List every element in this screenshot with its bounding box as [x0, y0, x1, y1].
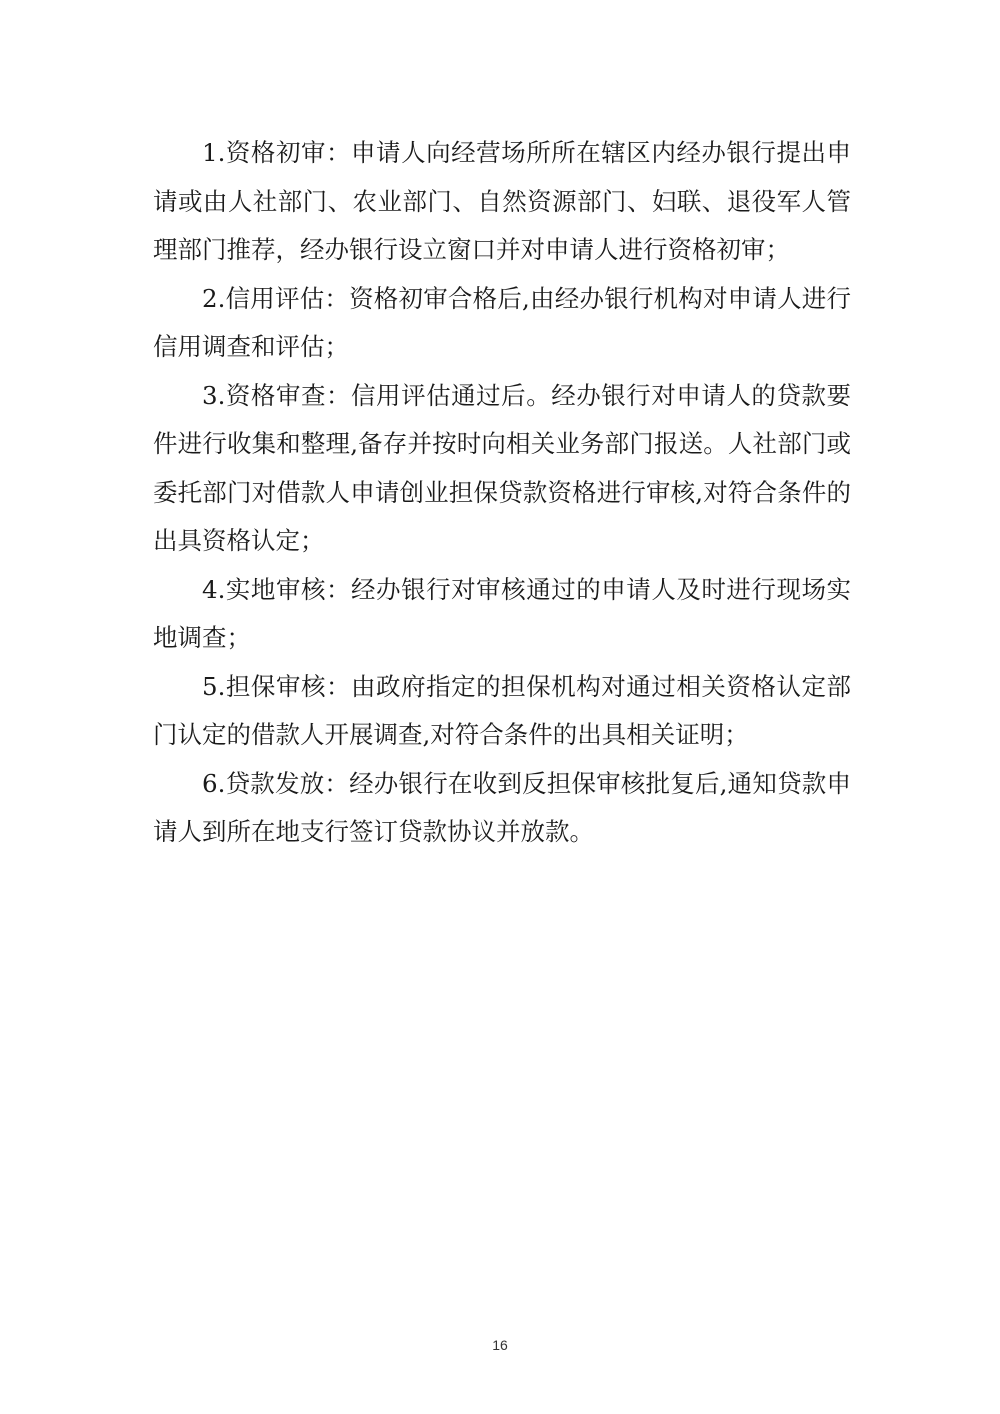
paragraph-step-1: 1.资格初审：申请人向经营场所所在辖区内经办银行提出申请或由人社部门、农业部门、自然资源部门、妇联、退役军人管理部门推荐，经办银行设立窗口并对申请人进行资格初审； — [153, 138, 851, 264]
paragraph-step-3: 3.资格审查：信用评估通过后。经办银行对申请人的贷款要件进行收集和整理,备存并按时向相关业务部门报送。人社部门或委托部门对借款人申请创业担保贷款资格进行审核,对符合条件的出具资格认定； — [153, 380, 851, 555]
paragraph-step-4: 4.实地审核：经办银行对审核通过的申请人及时进行现场实地调查； — [153, 574, 851, 652]
paragraph-step-6: 6.贷款发放：经办银行在收到反担保审核批复后,通知贷款申请人到所在地支行签订贷款协议并放款。 — [153, 768, 851, 846]
page-number: 16 — [492, 1337, 508, 1353]
document-body — [153, 129, 851, 857]
paragraph-step-5: 5.担保审核：由政府指定的担保机构对通过相关资格认定部门认定的借款人开展调查,对符合条件的出具相关证明； — [153, 671, 851, 749]
paragraph-step-2: 2.信用评估：资格初审合格后,由经办银行机构对申请人进行信用调查和评估； — [153, 283, 851, 361]
